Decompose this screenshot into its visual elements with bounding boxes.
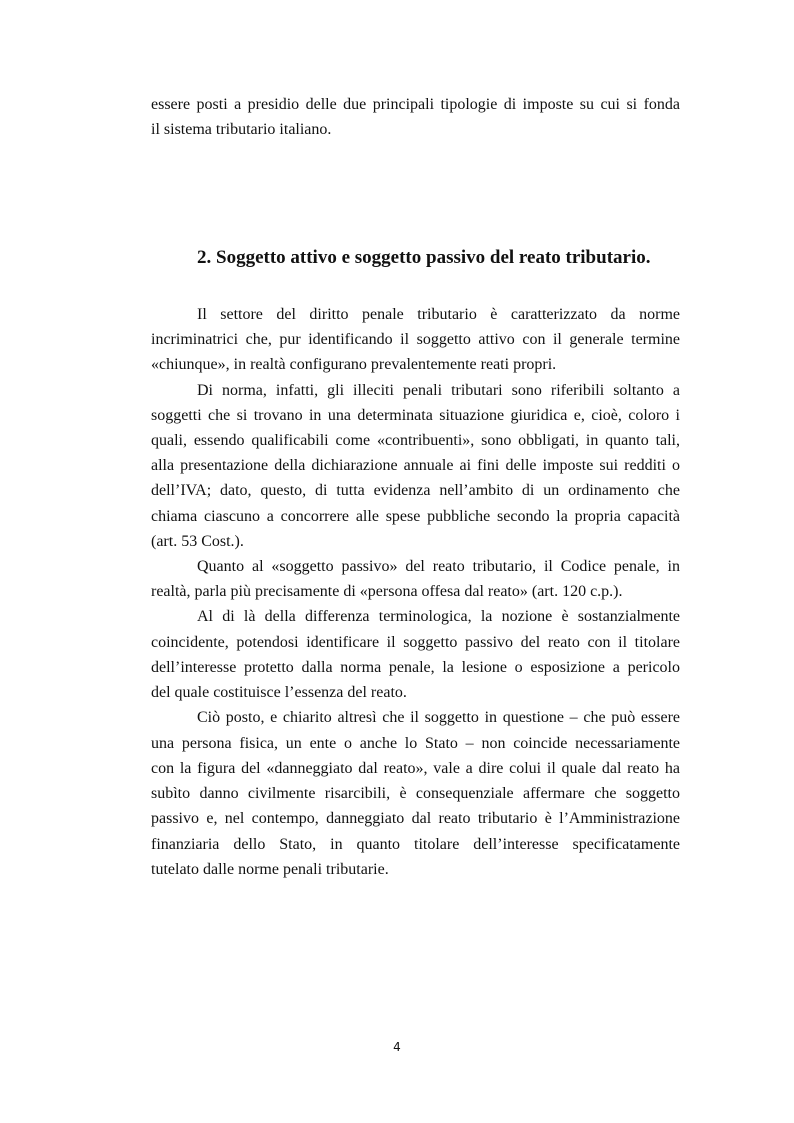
page-number: 4 [393,1040,401,1054]
paragraph-5-line-6: finanziaria dello Stato, in quanto titolare dell’interesse specificatamente [151,836,680,853]
paragraph-1-line-3: «chiunque», in realtà configurano prevalentemente reati propri. [151,356,557,373]
paragraph-2-line-6: chiama ciascuno a concorrere alle spese pubbliche secondo la propria capacità [151,508,680,525]
paragraph-4-line-1: Al di là della differenza terminologica, la nozione è sostanzialmente [197,608,680,625]
paragraph-5-line-3: con la figura del «danneggiato dal reato», vale a dire colui il quale dal reato ha [151,760,680,777]
intro-line-1: essere posti a presidio delle due principali tipologie di imposte su cui si fonda [151,96,680,113]
paragraph-3-line-1: Quanto al «soggetto passivo» del reato tributario, il Codice penale, in [197,558,680,575]
paragraph-2-line-5: dell’IVA; dato, questo, di tutta evidenza nell’ambito di un ordinamento che [151,482,680,499]
paragraph-2-line-3: quali, essendo qualificabili come «contribuenti», sono obbligati, in quanto tali, [151,432,680,449]
paragraph-5-line-7: tutelato dalle norme penali tributarie. [151,861,389,878]
paragraph-4-line-4: del quale costituisce l’essenza del reato. [151,684,407,701]
paragraph-5-line-1: Ciò posto, e chiarito altresì che il soggetto in questione – che può essere [197,709,680,726]
paragraph-2-line-4: alla presentazione della dichiarazione annuale ai fini delle imposte sui redditi o [151,457,680,474]
paragraph-5-line-4: subìto danno civilmente risarcibili, è consequenziale affermare che soggetto [151,785,680,802]
paragraph-4-line-3: dell’interesse protetto dalla norma penale, la lesione o esposizione a pericolo [151,659,680,676]
intro-line-2: il sistema tributario italiano. [151,121,332,138]
paragraph-4-line-2: coincidente, potendosi identificare il soggetto passivo del reato con il titolare [151,634,680,651]
paragraph-2-line-7: (art. 53 Cost.). [151,533,244,550]
paragraph-5-line-5: passivo e, nel contempo, danneggiato dal reato tributario è l’Amministrazione [151,810,680,827]
section-heading: 2. Soggetto attivo e soggetto passivo del reato tributario. [197,247,651,268]
paragraph-2-line-1: Di norma, infatti, gli illeciti penali tributari sono riferibili soltanto a [197,382,680,399]
paragraph-1-line-2: incriminatrici che, pur identificando il soggetto attivo con il generale termine [151,331,680,348]
paragraph-2-line-2: soggetti che si trovano in una determinata situazione giuridica e, cioè, coloro i [151,407,680,424]
paragraph-1-line-1: Il settore del diritto penale tributario è caratterizzato da norme [197,306,680,323]
paragraph-3-line-2: realtà, parla più precisamente di «persona offesa dal reato» (art. 120 c.p.). [151,583,623,600]
paragraph-5-line-2: una persona fisica, un ente o anche lo Stato – non coincide necessariamente [151,735,680,752]
